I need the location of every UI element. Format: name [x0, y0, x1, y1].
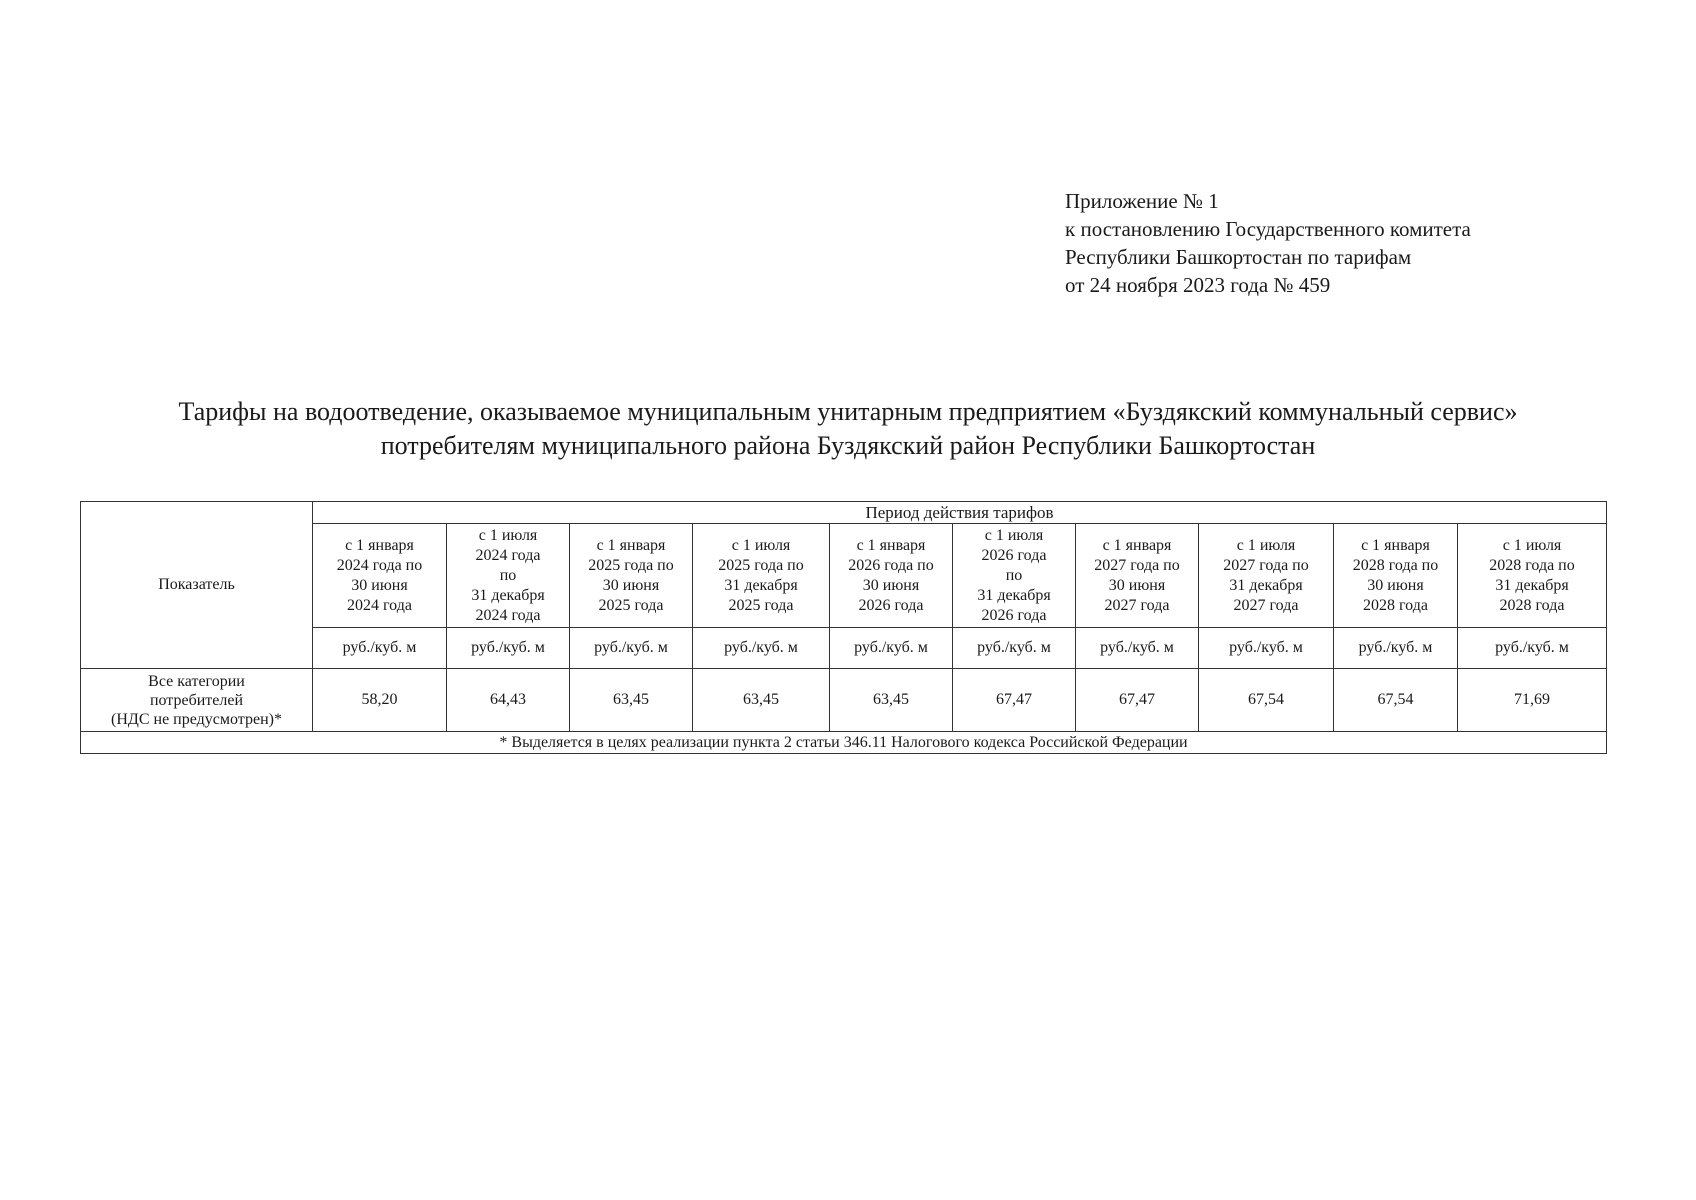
period-line: с 1 июля — [1236, 536, 1296, 554]
period-line: 2024 года — [475, 606, 541, 624]
period-line: 2026 года — [981, 546, 1047, 564]
appendix-line: от 24 ноября 2023 года № 459 — [1065, 273, 1331, 297]
period-line: с 1 января — [1102, 536, 1172, 554]
footnote: * Выделяется в целях реализации пункта 2 статьи 346.11 Налогового кодекса Российской Федерации — [81, 732, 1607, 754]
period-line: 2025 года по — [588, 556, 674, 574]
period-line: 2028 года — [1499, 596, 1565, 614]
period-cell — [1334, 524, 1458, 628]
value-cell: 71,69 — [1458, 669, 1607, 732]
row-label — [81, 669, 313, 732]
appendix-line: Республики Башкортостан по тарифам — [1065, 245, 1412, 269]
period-line: 2026 года — [981, 606, 1047, 624]
period-line: с 1 января — [345, 536, 414, 554]
value-cell: 67,47 — [1076, 669, 1199, 732]
period-cell — [570, 524, 693, 628]
period-line: с 1 января — [596, 536, 666, 554]
period-line: с 1 июля — [984, 526, 1044, 544]
tariffs-table — [80, 501, 1607, 754]
period-line: 30 июня — [351, 576, 408, 594]
period-line: 2025 года — [598, 596, 664, 614]
period-cell — [1458, 524, 1607, 628]
period-line: 30 июня — [1367, 576, 1424, 594]
value-cell: 63,45 — [830, 669, 953, 732]
unit-cell: руб./куб. м — [953, 628, 1076, 669]
period-line: 2025 года — [728, 596, 794, 614]
appendix-line: Приложение № 1 — [1065, 189, 1219, 213]
period-line: 2028 года по — [1489, 556, 1575, 574]
unit-cell: руб./куб. м — [1334, 628, 1458, 669]
period-line: с 1 июля — [1502, 536, 1562, 554]
period-line: 2026 года по — [848, 556, 934, 574]
period-line: 31 декабря — [724, 576, 798, 594]
period-cell — [953, 524, 1076, 628]
value-cell: 63,45 — [570, 669, 693, 732]
title-line-2: потребителям муниципального района Буздякский район Республики Башкортостан — [380, 431, 1316, 460]
period-line: 2026 года — [858, 596, 924, 614]
period-cell — [313, 524, 447, 628]
document-title — [60, 395, 1636, 463]
unit-cell: руб./куб. м — [830, 628, 953, 669]
period-line: 2027 года по — [1094, 556, 1180, 574]
period-cell — [1076, 524, 1199, 628]
period-line: с 1 января — [856, 536, 926, 554]
row-label-line: (НДС не предусмотрен)* — [111, 710, 282, 728]
period-line: 2027 года — [1104, 596, 1170, 614]
value-cell: 58,20 — [313, 669, 447, 732]
period-line: 2024 года — [475, 546, 541, 564]
period-line: 2025 года по — [718, 556, 804, 574]
period-cell — [830, 524, 953, 628]
period-line: 2028 года — [1363, 596, 1428, 614]
indicator-header: Показатель — [81, 502, 313, 669]
period-line: 31 декабря — [1229, 576, 1303, 594]
period-line: 31 декабря — [977, 586, 1051, 604]
period-line: с 1 июля — [478, 526, 538, 544]
appendix-block — [1065, 187, 1471, 299]
unit-cell: руб./куб. м — [1199, 628, 1334, 669]
unit-cell: руб./куб. м — [1458, 628, 1607, 669]
row-label-line: Все категории — [148, 672, 245, 690]
period-line: по — [499, 566, 517, 584]
table-row — [81, 669, 1607, 732]
period-cell — [1199, 524, 1334, 628]
title-line-1: Тарифы на водоотведение, оказываемое муниципальным унитарным предприятием «Буздякский коммунальный сервис» — [178, 397, 1518, 426]
period-line: 30 июня — [862, 576, 920, 594]
period-cell — [693, 524, 830, 628]
period-cell — [447, 524, 570, 628]
period-line: 30 июня — [602, 576, 660, 594]
period-line: с 1 июля — [731, 536, 791, 554]
period-line: 2028 года по — [1352, 556, 1439, 574]
period-line: по — [1005, 566, 1023, 584]
value-cell: 63,45 — [693, 669, 830, 732]
period-line: 31 декабря — [1495, 576, 1569, 594]
period-line: с 1 января — [1361, 536, 1430, 554]
unit-cell: руб./куб. м — [313, 628, 447, 669]
period-line: 2024 года — [347, 596, 412, 614]
value-cell: 67,54 — [1199, 669, 1334, 732]
period-header: Период действия тарифов — [313, 502, 1607, 524]
row-label-line: потребителей — [149, 691, 244, 709]
appendix-line: к постановлению Государственного комитета — [1065, 217, 1471, 241]
value-cell: 67,47 — [953, 669, 1076, 732]
value-cell: 67,54 — [1334, 669, 1458, 732]
unit-cell: руб./куб. м — [447, 628, 570, 669]
unit-cell: руб./куб. м — [693, 628, 830, 669]
period-line: 2027 года по — [1223, 556, 1309, 574]
value-cell: 64,43 — [447, 669, 570, 732]
period-line: 2027 года — [1233, 596, 1299, 614]
period-line: 31 декабря — [471, 586, 545, 604]
unit-cell: руб./куб. м — [1076, 628, 1199, 669]
period-line: 30 июня — [1108, 576, 1166, 594]
unit-cell: руб./куб. м — [570, 628, 693, 669]
period-line: 2024 года по — [336, 556, 423, 574]
